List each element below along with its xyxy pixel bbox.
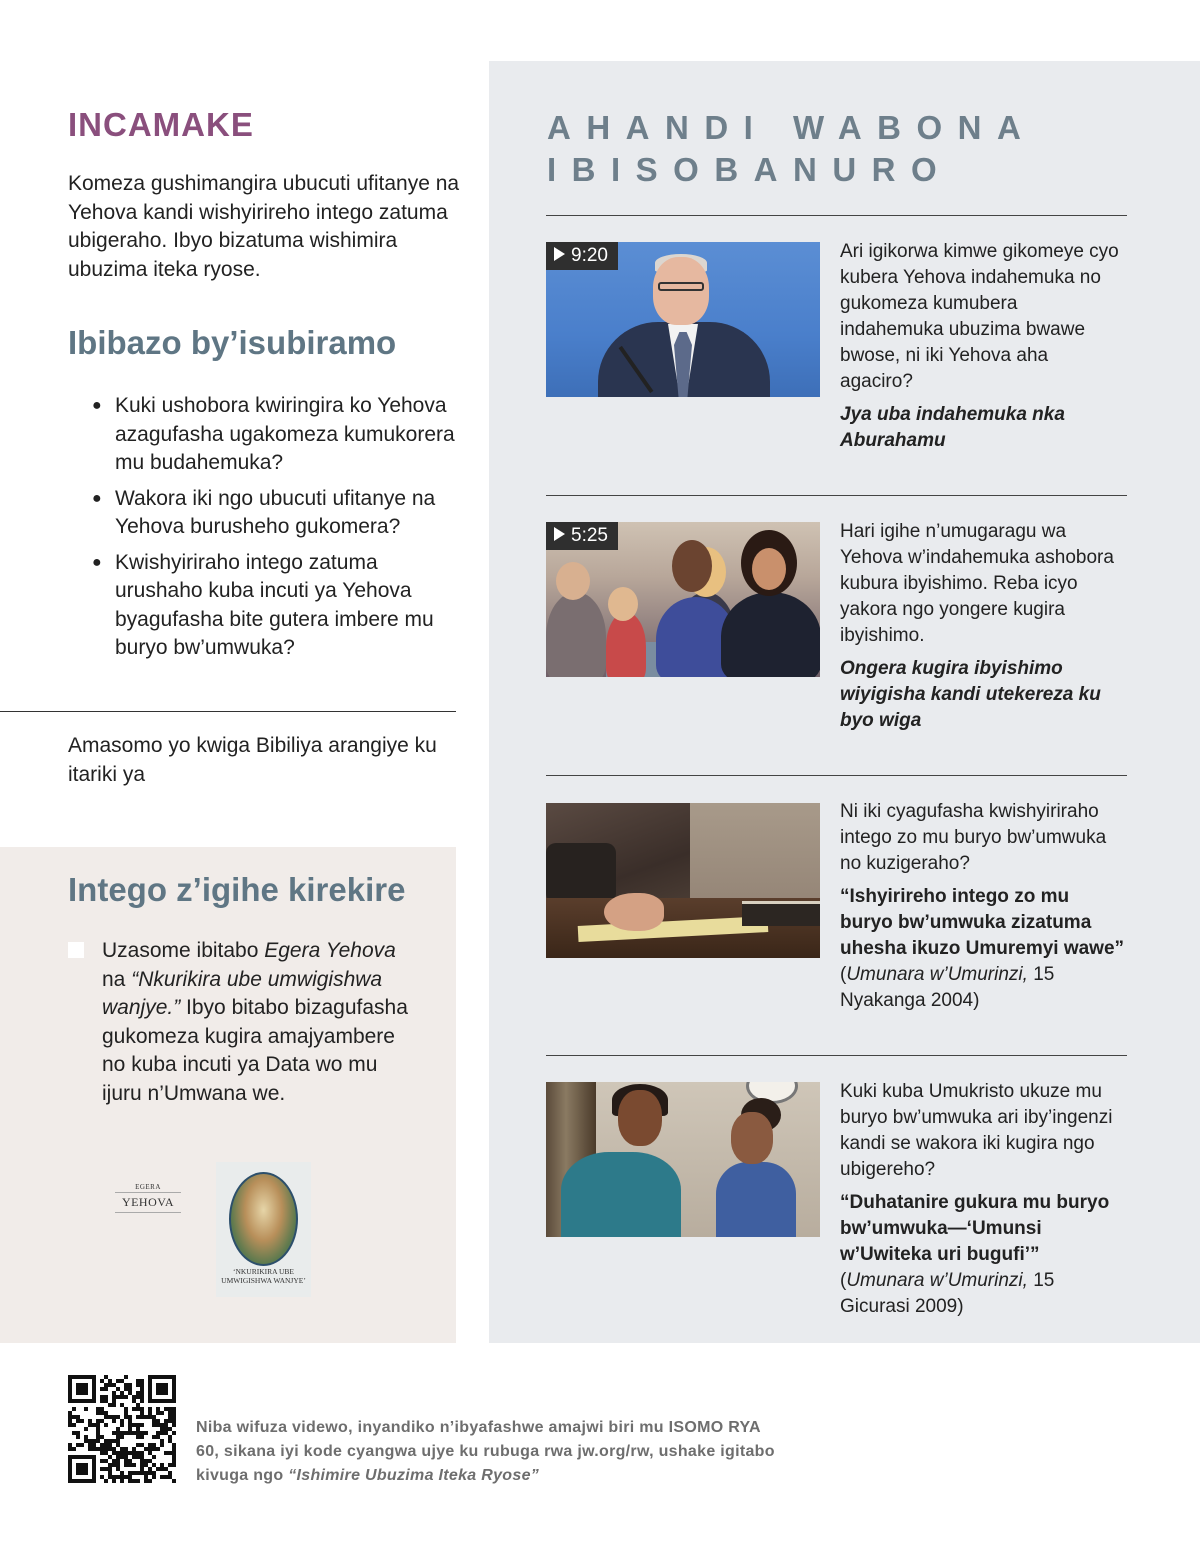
video-duration-badge: 5:25 (546, 522, 618, 550)
book-cover-nkurikira[interactable]: ‘NKURIKIRA UBE UMWIGISHWA WANJYE’ (216, 1162, 311, 1297)
review-question-text: Kwishyiriraho intego zatuma urushaho kuba incuti ya Yehova byagufasha bite gutera imbere mu buryo bw’umwuka? (115, 550, 434, 659)
article-link[interactable]: “Ishyirireho intego zo mu buryo bw’umwuka zizatuma uhesha ikuzo Umuremyi wawe” (Umunara w’Umurinzi, 15 Nyakanga 2004) (840, 886, 1125, 1011)
book-cover-egera-yehova[interactable]: EGERA YEHOVA (115, 1183, 181, 1213)
review-title: Ibibazo by’isubiramo (68, 324, 397, 361)
bullet-icon: ● (92, 553, 102, 571)
section-divider (546, 775, 1127, 776)
section-divider (546, 1055, 1127, 1056)
section-divider (546, 215, 1127, 216)
summary-title: INCAMAKE (68, 106, 254, 143)
review-question-text: Wakora iki ngo ubucuti ufitanye na Yehova burusheho gukomera? (115, 486, 436, 538)
footer-text: Niba wifuza videwo, inyandiko n’ibyafashwe amajwi biri mu ISOMO RYA 60, sikana iyi kode cyangwa ujye ku rubuga rwa jw.org/rw, ushake igitabo kivuga ngo “Ishimire Ubuzima Iteka Ryose” (196, 1419, 775, 1484)
review-question (92, 485, 462, 542)
article-link[interactable]: “Duhatanire gukura mu buryo bw’umwuka—‘Umunsi w’Uwiteka uri bugufi’” (Umunara w’Umurinzi, 15 Gicurasi 2009) (840, 1192, 1110, 1317)
book-title-egera-yehova: Egera Yehova (264, 939, 396, 962)
review-question (92, 549, 462, 663)
video-thumbnail-2[interactable] (546, 522, 820, 677)
article-thumbnail-1[interactable] (546, 803, 820, 958)
review-question-text: Kuki ushobora kwiringira ko Yehova azagufasha ugakomeza kumukorera mu budahemuka? (115, 394, 455, 474)
article-thumbnail-2[interactable] (546, 1082, 820, 1237)
play-icon (554, 247, 565, 261)
video-link[interactable]: Jya uba indahemuka nka Aburahamu (840, 404, 1065, 451)
video-description: Ari igikorwa kimwe gikomeye cyo kubera Yehova indahemuka no gukomeza kumubera indahemuka ubuzima bwawe bwose, ni iki Yehova aha agaciro? (840, 241, 1119, 392)
video-thumbnail-1[interactable] (546, 242, 820, 397)
goal-checkbox[interactable] (68, 942, 84, 958)
article-description: Kuki kuba Umukristo ukuze mu buryo bw’umwuka ari iby’ingenzi kandi se wakora iki kugira ngo ubigereho? (840, 1081, 1113, 1180)
video-description: Hari igihe n’umugaragu wa Yehova w’indahemuka ashobora kubura ibyishimo. Reba icyo yakora ngo yongere kugira ibyishimo. (840, 521, 1114, 646)
video-link[interactable]: Ongera kugira ibyishimo wiyigisha kandi utekereza ku byo wiga (840, 658, 1101, 731)
qr-code[interactable] (68, 1375, 176, 1483)
section-divider (546, 495, 1127, 496)
study-completion-note: Amasomo yo kwiga Bibiliya arangiye ku itariki ya (68, 734, 437, 786)
goal-text: Uzasome ibitabo Egera Yehova na “Nkurikira ube umwigishwa wanjye.” Ibyo bitabo bizagufasha gukomeza kugira amajyambere no kuba incuti ya Data wo mu ijuru n’Umwana we. (102, 939, 408, 1105)
more-info-title: AHANDI WABONA IBISOBANURO (547, 109, 1036, 188)
left-divider (0, 711, 456, 712)
book-title-nkurikira: “Nkurikira ube umwigishwa wanjye.” (102, 967, 383, 1019)
play-icon (554, 527, 565, 541)
video-duration-badge: 9:20 (546, 242, 618, 270)
bullet-icon: ● (92, 397, 102, 414)
bullet-icon: ● (92, 489, 102, 507)
article-description: Ni iki cyagufasha kwishyiriraho intego zo mu buryo bw’umwuka no kuzigeraho? (840, 801, 1107, 874)
book-cover-illustration (229, 1172, 298, 1266)
summary-text: Komeza gushimangira ubucuti ufitanye na Yehova kandi wishyirireho intego zatuma ubigeraho. Ibyo bizatuma wishimira ubuzima iteka ryose. (68, 172, 460, 281)
goal-title: Intego z’igihe kirekire (68, 871, 406, 908)
review-question (92, 392, 462, 478)
review-question-list (92, 392, 462, 670)
